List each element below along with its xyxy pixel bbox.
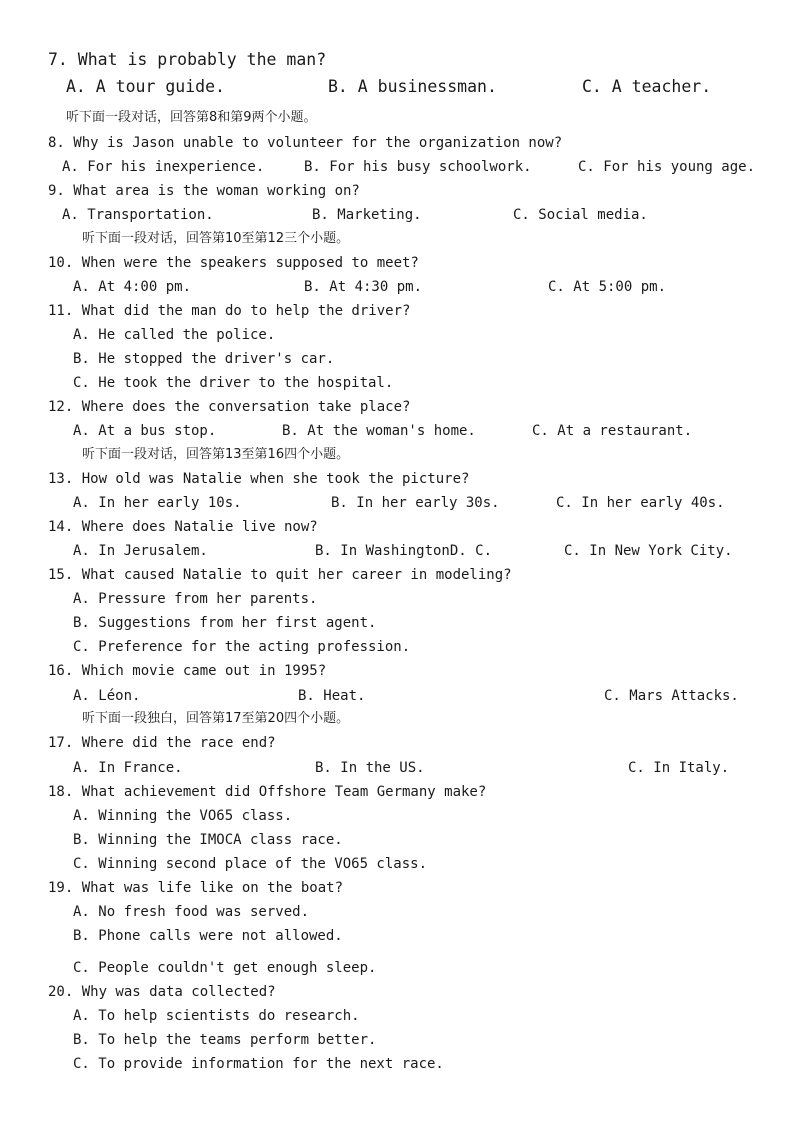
option-c: C. In her early 40s. bbox=[556, 495, 725, 511]
option-c: C. Mars Attacks. bbox=[604, 688, 739, 704]
option-b: B. To help the teams perform better. bbox=[73, 1032, 377, 1048]
question-stem: 12. Where does the conversation take place? bbox=[48, 399, 411, 415]
option-a: A. Léon. bbox=[73, 688, 141, 704]
option-a: A. At a bus stop. bbox=[73, 423, 217, 439]
question-stem: 8. Why is Jason unable to volunteer for the organization now? bbox=[48, 135, 563, 151]
option-b: B. Marketing. bbox=[312, 207, 422, 223]
question-stem: 17. Where did the race end? bbox=[48, 735, 276, 751]
option-a: A. No fresh food was served. bbox=[73, 904, 310, 920]
option-c: C. For his young age. bbox=[578, 159, 756, 175]
question-stem: 19. What was life like on the boat? bbox=[48, 880, 344, 896]
option-b: B. He stopped the driver's car. bbox=[73, 351, 335, 367]
option-b: B. Phone calls were not allowed. bbox=[73, 928, 343, 944]
option-b: B. In WashingtonD. C. bbox=[315, 543, 493, 559]
option-a: A. In France. bbox=[73, 760, 183, 776]
option-c: C. Social media. bbox=[513, 207, 648, 223]
section-instruction: 听下面一段独白，回答第17至第20四个小题。 bbox=[82, 711, 350, 726]
section-instruction: 听下面一段对话，回答第13至第16四个小题。 bbox=[82, 447, 350, 462]
question-stem: 16. Which movie came out in 1995? bbox=[48, 663, 327, 679]
option-b: B. In her early 30s. bbox=[331, 495, 500, 511]
option-c: C. To provide information for the next race. bbox=[73, 1056, 444, 1072]
question-stem: 11. What did the man do to help the driver? bbox=[48, 303, 411, 319]
option-c: C. In New York City. bbox=[564, 543, 733, 559]
option-c: C. At a restaurant. bbox=[532, 423, 693, 439]
question-stem: 15. What caused Natalie to quit her career in modeling? bbox=[48, 567, 512, 583]
option-a: A. Pressure from her parents. bbox=[73, 591, 318, 607]
option-a: A. In Jerusalem. bbox=[73, 543, 208, 559]
option-c: C. At 5:00 pm. bbox=[548, 279, 667, 295]
option-c: C. In Italy. bbox=[628, 760, 730, 776]
option-b: B. For his busy schoolwork. bbox=[304, 159, 532, 175]
question-stem: 14. Where does Natalie live now? bbox=[48, 519, 318, 535]
question-stem: 7. What is probably the man? bbox=[48, 50, 327, 69]
option-a: A. At 4:00 pm. bbox=[73, 279, 192, 295]
option-c: C. He took the driver to the hospital. bbox=[73, 375, 394, 391]
option-a: A. In her early 10s. bbox=[73, 495, 242, 511]
question-stem: 9. What area is the woman working on? bbox=[48, 183, 360, 199]
section-instruction: 听下面一段对话，回答第8和第9两个小题。 bbox=[66, 110, 317, 125]
option-a: A. For his inexperience. bbox=[62, 159, 265, 175]
option-c: C. People couldn't get enough sleep. bbox=[73, 960, 377, 976]
option-b: B. Heat. bbox=[298, 688, 366, 704]
option-c: C. A teacher. bbox=[582, 77, 712, 96]
option-b: B. A businessman. bbox=[328, 77, 497, 96]
option-b: B. At 4:30 pm. bbox=[304, 279, 423, 295]
option-a: A. To help scientists do research. bbox=[73, 1008, 360, 1024]
option-c: C. Preference for the acting profession. bbox=[73, 639, 411, 655]
section-instruction: 听下面一段对话，回答第10至第12三个小题。 bbox=[82, 231, 350, 246]
option-a: A. A tour guide. bbox=[66, 77, 225, 96]
question-stem: 13. How old was Natalie when she took the picture? bbox=[48, 471, 470, 487]
option-b: B. Winning the IMOCA class race. bbox=[73, 832, 343, 848]
question-stem: 18. What achievement did Offshore Team Germany make? bbox=[48, 784, 487, 800]
option-b: B. In the US. bbox=[315, 760, 425, 776]
question-stem: 10. When were the speakers supposed to meet? bbox=[48, 255, 419, 271]
option-a: A. He called the police. bbox=[73, 327, 276, 343]
option-b: B. Suggestions from her first agent. bbox=[73, 615, 377, 631]
option-a: A. Transportation. bbox=[62, 207, 214, 223]
option-b: B. At the woman's home. bbox=[282, 423, 476, 439]
option-c: C. Winning second place of the VO65 class. bbox=[73, 856, 428, 872]
question-stem: 20. Why was data collected? bbox=[48, 984, 276, 1000]
option-a: A. Winning the VO65 class. bbox=[73, 808, 293, 824]
